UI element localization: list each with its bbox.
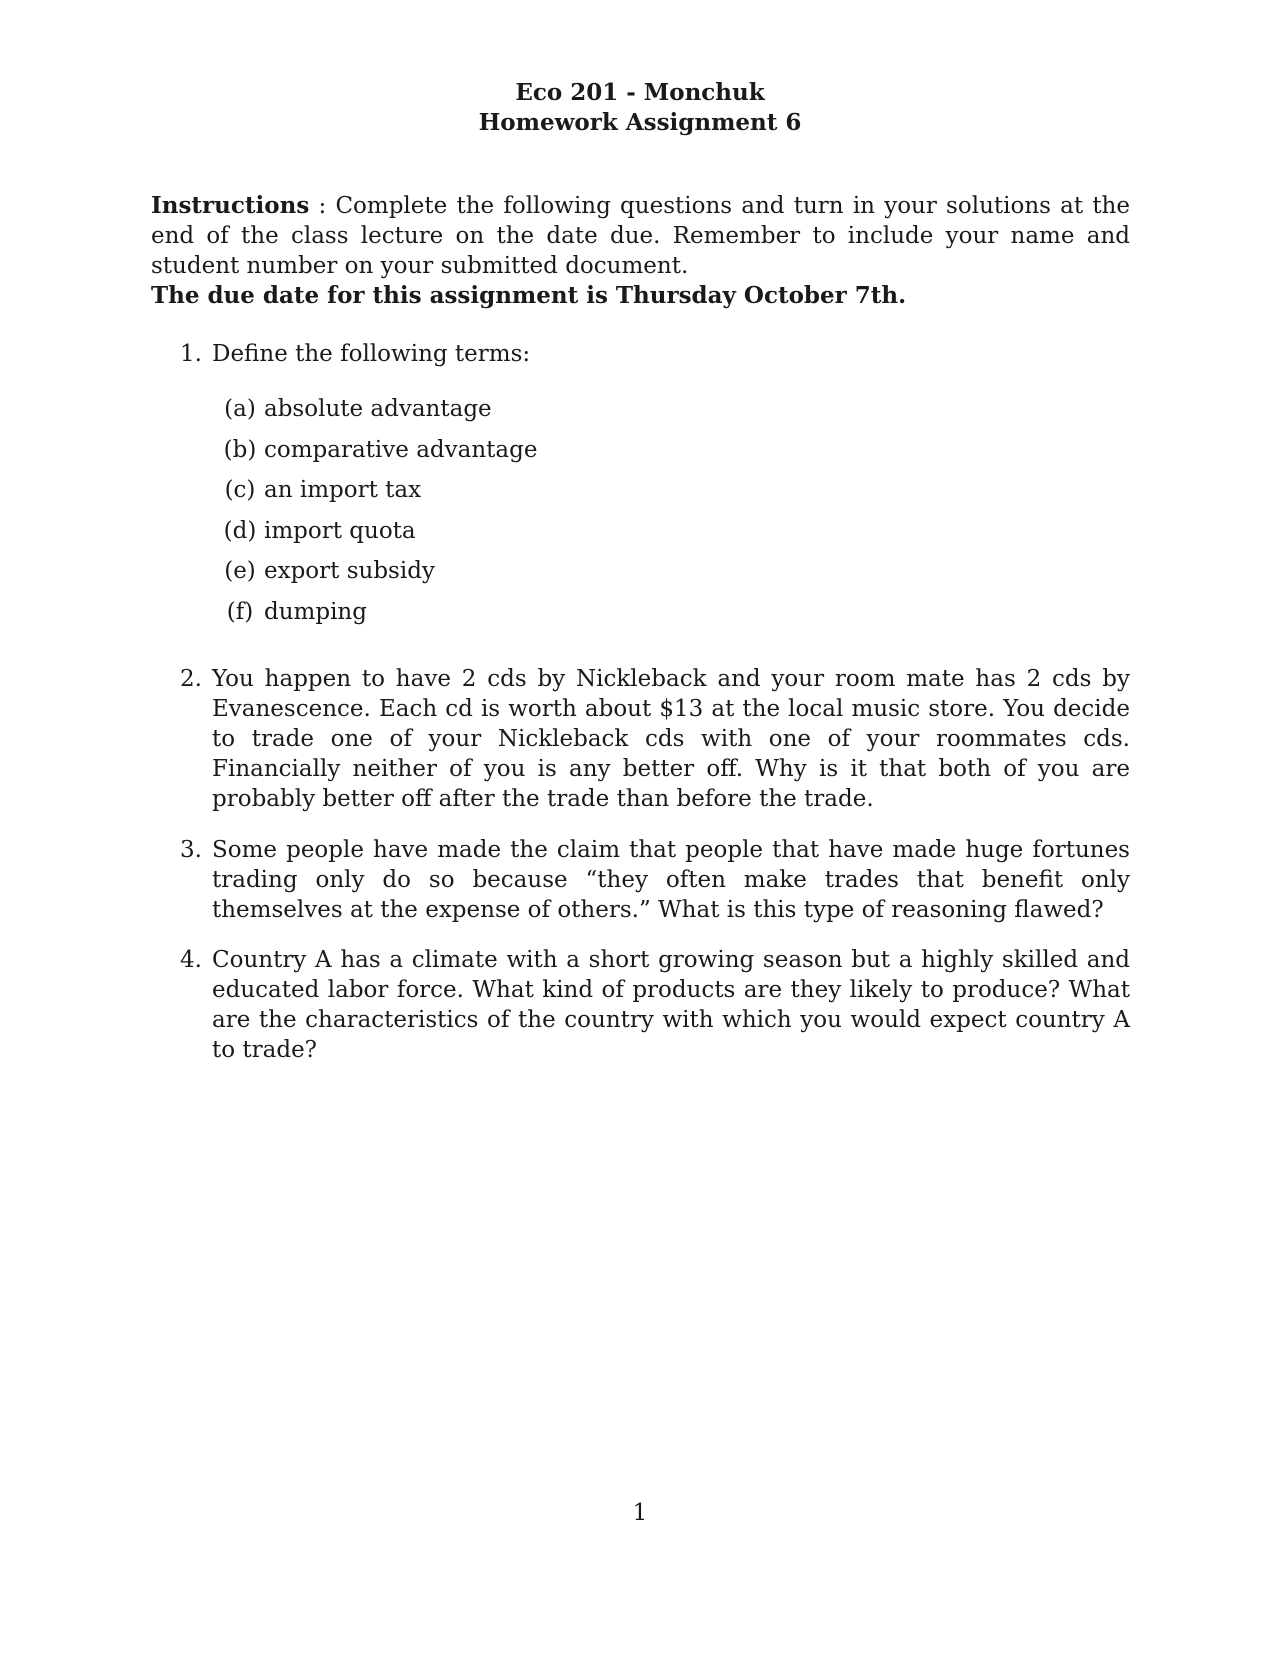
list-item-label: (c) [224, 477, 256, 503]
list-item-text: absolute advantage [264, 396, 492, 422]
list-item-text: an import tax [264, 477, 422, 503]
question-text: You happen to have 2 cds by Nickleback and your room mate has 2 cds by Evanescence. Each cd is worth about $13 at the local music store. You decide to trade one of your Nickleback cds with one of your roommates cds. Financially neither of you is any better off. Why is it that both of you are probably better off after the trade than before the trade. [212, 666, 1130, 812]
question-number: 3. [180, 837, 202, 863]
list-item-label: (d) [223, 517, 257, 544]
question-3 [180, 835, 1130, 925]
question-number: 4. [180, 947, 202, 973]
list-item-text: import quota [264, 517, 416, 544]
document-header [0, 78, 1280, 138]
question-4 [180, 945, 1130, 1065]
list-item-label: (a) [224, 396, 256, 422]
question-2 [180, 664, 1130, 814]
list-item-text: comparative advantage [264, 436, 538, 463]
list-item-label: (f) [226, 598, 254, 625]
question-number: 2. [180, 666, 202, 692]
question-text: Country A has a climate with a short growing season but a highly skilled and educated labor force. What kind of products are they likely to produce? What are the characteristics of the country with which you would expect country A to trade? [212, 947, 1130, 1063]
page-number: 1 [632, 1500, 648, 1526]
assignment-title: Homework Assignment 6 [478, 109, 802, 136]
instructions-paragraph [151, 191, 1130, 311]
list-item-label: (b) [223, 436, 257, 463]
question-number: 1. [180, 341, 202, 367]
due-date-notice: The due date for this assignment is Thursday October 7th. [151, 282, 907, 309]
question-1 [180, 339, 1130, 369]
instructions-text: : Complete the following questions and turn in your solutions at the end of the class lecture on the date due. Remember to include your name and student number on your submitted document. [151, 193, 1130, 279]
instructions-lead: Instructions [151, 192, 310, 219]
question-text: Define the following terms: [212, 341, 531, 367]
question-text: Some people have made the claim that people that have made huge fortunes trading only do so because “they often make trades that benefit only themselves at the expense of others.” What is this type of reasoning flawed? [212, 837, 1130, 923]
list-item-text: dumping [264, 598, 367, 625]
list-item-text: export subsidy [264, 558, 435, 584]
list-item-label: (e) [224, 558, 256, 584]
course-title: Eco 201 - Monchuk [515, 79, 765, 106]
